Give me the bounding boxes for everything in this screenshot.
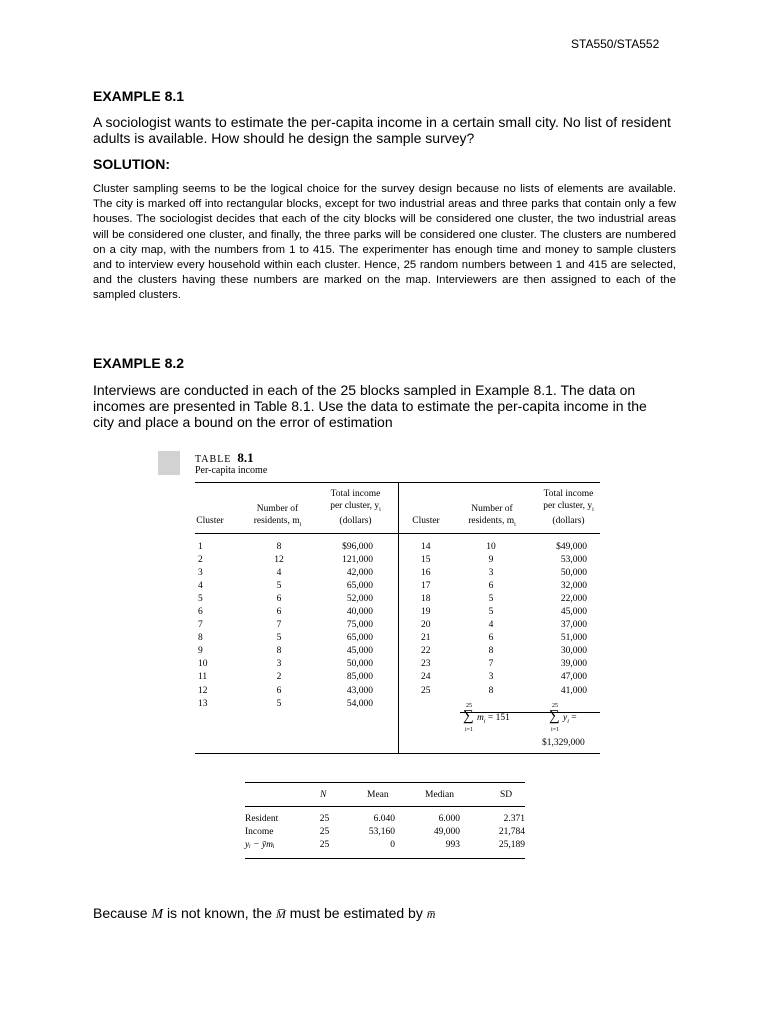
residents-cell: 2 [276,672,282,683]
cluster-cell: 22 [421,646,431,657]
right-cluster-column [421,541,451,698]
residents-cell: 9 [488,555,494,566]
stats-cell-sd: 25,189 [498,840,525,850]
income-cell: 65,000 [346,633,373,644]
table-label: TABLE 8.1 [195,450,254,465]
sum-residents: 25 ∑ i=1 $m_i = 151$ [463,703,510,733]
residents-cell: 8 [488,685,494,696]
stats-cell-mean: 0 [390,840,395,850]
table-divider [398,483,399,753]
residents-cell: 8 [276,646,282,657]
header-income-right: Total income per cluster, $y_i$ (dollars) [543,489,594,526]
income-cell: 85,000 [346,672,373,683]
stats-cell-mean: 53,160 [368,827,395,837]
stats-row [245,840,525,853]
table-marker [158,451,180,475]
stats-header-row: N Mean Median SD [320,790,513,800]
residents-cell: 6 [488,581,494,592]
stats-cell-median: 49,000 [433,827,460,837]
header-income-left: Total income per cluster, $y_i$ (dollars) [330,489,381,526]
cluster-cell: 7 [198,620,203,631]
income-cell: 42,000 [346,568,373,579]
cluster-cell: 10 [198,659,208,670]
stats-cell-n: 25 [319,814,330,824]
residents-cell: 8 [488,646,494,657]
income-cell: 30,000 [560,646,587,657]
cluster-cell: 23 [421,659,431,670]
header-cluster-right: Cluster [412,516,440,526]
cluster-cell: 24 [421,672,431,683]
residents-cell: 5 [276,633,282,644]
stats-row [245,827,525,840]
income-cell: 45,000 [560,607,587,618]
cluster-cell: 4 [198,581,203,592]
m-bar-uppercase-symbol: M̅ [275,907,286,921]
example-8-2-title: EXAMPLE 8.2 [93,355,185,371]
residents-cell: 10 [486,542,496,552]
cluster-cell: 19 [421,607,431,618]
residents-cell: 12 [274,555,284,566]
cluster-cell: 8 [198,633,203,644]
left-income-column [318,541,373,711]
income-cell: $96,000 [342,542,373,552]
stats-cell-n: 25 [319,827,330,837]
income-cell: 51,000 [560,633,587,644]
income-cell: 39,000 [560,659,587,670]
income-cell: $49,000 [556,542,587,552]
stats-cell-n: 25 [319,840,330,850]
cluster-cell: 20 [421,620,431,631]
cluster-cell: 16 [421,568,431,579]
cluster-cell: 1 [198,542,203,552]
residents-cell: 6 [276,685,282,696]
stats-cell-median: 6.000 [438,814,460,824]
income-cell: 41,000 [560,685,587,696]
cluster-cell: 6 [198,607,203,618]
income-cell: 32,000 [560,581,587,592]
cluster-cell: 25 [421,685,431,696]
cluster-cell: 9 [198,646,203,657]
cluster-cell: 12 [198,685,208,696]
residents-cell: 4 [488,620,494,631]
right-residents-column [474,541,508,698]
residents-cell: 4 [276,568,282,579]
table-bottom-rule [195,753,600,754]
income-cell: 75,000 [346,620,373,631]
table-caption: Per-capita income [195,465,268,476]
example-8-1-question: A sociologist wants to estimate the per-capita income in a certain small city. No list of resident adults is available. How should he design the sample survey? [93,114,671,146]
income-cell: 53,000 [560,555,587,566]
cluster-cell: 14 [421,542,431,552]
income-cell: 43,000 [346,685,373,696]
left-residents-column [262,541,296,711]
cluster-cell: 21 [421,633,431,644]
income-cell: 50,000 [346,659,373,670]
residents-cell: 5 [488,594,494,605]
cluster-cell: 15 [421,555,431,566]
stats-cell-median: 993 [445,840,460,850]
left-cluster-column [198,541,228,711]
income-cell: 65,000 [346,581,373,592]
residents-cell: 6 [276,594,282,605]
cluster-cell: 5 [198,594,203,605]
residents-cell: 3 [488,672,494,683]
sum-income-total: $1,329,000 [542,738,585,748]
course-code: STA550/STA552 [571,37,660,51]
income-cell: 45,000 [346,646,373,657]
m-bar-lowercase-symbol: m̅ [426,907,436,921]
residents-cell: 5 [488,607,494,618]
income-cell: 37,000 [560,620,587,631]
income-cell: 40,000 [346,607,373,618]
cluster-cell: 3 [198,568,203,579]
cluster-cell: 11 [198,672,208,683]
residents-cell: 3 [276,659,282,670]
right-income-column [530,541,587,698]
stats-top-rule [245,782,525,783]
header-cluster-left: Cluster [196,516,224,526]
stats-cell-mean: 6.040 [373,814,395,824]
example-8-2-text: Interviews are conducted in each of the 25 blocks sampled in Example 8.1. The data on incomes are presented in Table 8.1. Use the data to estimate the per-capita income in the city and place a bound on the error of estimation [93,382,647,430]
header-residents-left: Number of residents, $m_i$ [253,504,302,528]
stats-bottom-rule [245,858,525,859]
stats-header-rule [245,806,525,807]
final-sentence: Because M is not known, the M̅ must be estimated by m̅ [93,905,436,922]
income-cell: 54,000 [346,698,373,709]
residents-cell: 7 [488,659,494,670]
solution-text: Cluster sampling seems to be the logical choice for the survey design because no lists of elements are available. The city is marked off into rectangular blocks, except for two industrial areas and three parks that contain only a few houses. The sociologist decides that each of the city blocks will be considered one cluster, the two industrial areas will be considered one cluster, and finally, the three parks will be considered one cluster. The clusters are numbered on a city map, with the numbers from 1 to 415. The experimenter has enough time and money to sample clusters and to interview every household within each cluster. Hence, 25 random numbers between 1 and 415 are selected, and the clusters having these numbers are marked on the map. Interviewers are then assigned to each of the sampled clusters. [93,183,676,302]
solution-title: SOLUTION: [93,156,170,172]
example-8-1-title: EXAMPLE 8.1 [93,88,185,104]
stats-cell-sd: 21,784 [498,827,525,837]
header-residents-right: Number of residents, $m_i$ [468,504,516,528]
residents-cell: 3 [488,568,494,579]
cluster-cell: 13 [198,698,208,709]
stats-cell-label: Income [245,827,274,837]
cluster-cell: 2 [198,555,203,566]
stats-cell-label: yᵢ − ȳmᵢ [245,840,275,850]
stats-row [245,814,525,827]
residents-cell: 5 [276,581,282,592]
income-cell: 50,000 [560,568,587,579]
residents-cell: 5 [276,698,282,709]
sum-income: 25 ∑ i=1 $y_i$ = $1,329,000 [542,703,585,748]
residents-cell: 6 [276,607,282,618]
residents-cell: 6 [488,633,494,644]
residents-cell: 8 [276,542,282,552]
table-number: 8.1 [237,450,254,465]
stats-cell-sd: 2.371 [503,814,525,824]
stats-cell-label: Resident [245,814,279,824]
income-cell: 22,000 [560,594,587,605]
cluster-cell: 17 [421,581,431,592]
residents-cell: 7 [276,620,282,631]
cluster-cell: 18 [421,594,431,605]
income-cell: 121,000 [342,555,373,566]
income-cell: 52,000 [346,594,373,605]
income-cell: 47,000 [560,672,587,683]
